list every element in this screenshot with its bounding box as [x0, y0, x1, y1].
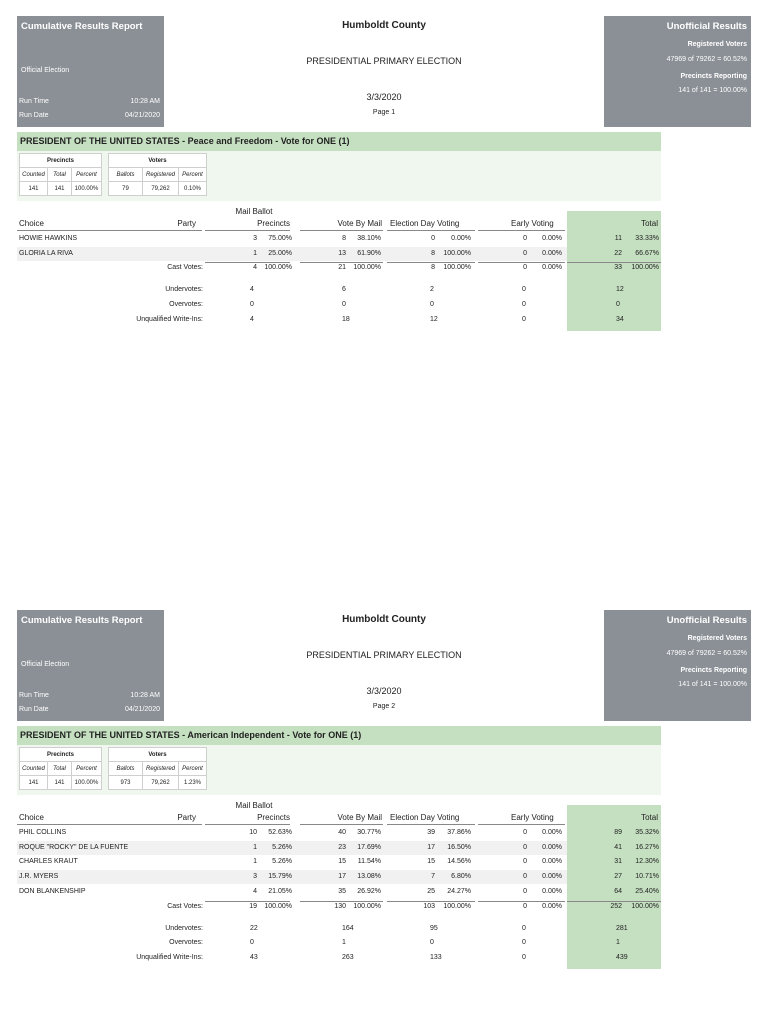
value-ed: 25 — [427, 887, 435, 895]
percent-edp: 16.50% — [447, 843, 471, 851]
election-date: 3/3/2020 — [366, 686, 402, 696]
percent-evp: 0.00% — [542, 829, 562, 836]
value-ev: 0 — [523, 235, 527, 242]
column-header-election-day: Election Day Voting — [390, 813, 460, 822]
percent-tp: 66.67% — [635, 249, 659, 257]
value-ed: 8 — [431, 264, 435, 272]
extra-label: Undervotes: — [165, 924, 203, 932]
run-date-label: Run Date — [19, 112, 49, 119]
extra-value-ev: 0 — [522, 315, 526, 323]
cast-rule — [300, 901, 383, 902]
column-header-choice: Choice — [19, 219, 44, 228]
precincts-summary-table — [19, 747, 102, 790]
cast-rule — [478, 901, 565, 902]
value-vbm: 21 — [338, 264, 346, 272]
extra-value-mb: 0 — [250, 301, 254, 309]
extra-value-ed: 95 — [430, 924, 438, 932]
column-header-election-day: Election Day Voting — [390, 219, 460, 228]
extra-value-mb: 4 — [250, 315, 254, 323]
summary-col-label: Counted — [20, 762, 48, 776]
precincts-summary-table-header: Precincts — [20, 154, 102, 168]
value-ed: 39 — [427, 829, 435, 836]
row-stripe — [17, 247, 567, 261]
percent-vbmp: 38.10% — [357, 235, 381, 242]
percent-vbmp: 100.00% — [353, 264, 381, 272]
summary-col-label: Registered — [143, 168, 179, 182]
header-rule — [387, 230, 475, 231]
column-header-mail-ballot-line1: Mail Ballot — [235, 801, 273, 810]
report-header-right — [604, 16, 751, 127]
row-stripe — [17, 870, 567, 884]
percent-mbp: 5.26% — [272, 843, 292, 851]
percent-vbmp: 11.54% — [357, 858, 381, 866]
column-header-total: Total — [641, 219, 658, 228]
column-header-early-voting: Early Voting — [511, 813, 554, 822]
value-mb: 3 — [253, 235, 257, 242]
page-number: Page 2 — [372, 703, 396, 710]
percent-vbmp: 26.92% — [357, 887, 381, 895]
column-header-vote-by-mail: Vote By Mail — [337, 813, 382, 822]
extra-value-vbm: 1 — [342, 939, 346, 947]
extra-value-vbm: 18 — [342, 315, 350, 323]
header-rule — [205, 824, 290, 825]
cast-rule — [567, 901, 661, 902]
cast-rule — [387, 262, 475, 263]
registered-voters-value: 47969 of 79262 = 60.52% — [666, 650, 747, 657]
precincts-reporting-value: 141 of 141 = 100.00% — [678, 681, 747, 688]
value-ed: 7 — [431, 873, 435, 881]
value-t: 11 — [614, 235, 622, 242]
percent-evp: 0.00% — [542, 873, 562, 881]
value-mb: 1 — [253, 249, 257, 257]
summary-col-label: Percent — [72, 168, 102, 182]
value-ev: 0 — [523, 843, 527, 851]
value-t: 31 — [614, 858, 622, 866]
county-name: Humboldt County — [342, 614, 426, 625]
percent-edp: 24.27% — [447, 887, 471, 895]
column-header-party: Party — [177, 813, 196, 822]
value-ed: 103 — [423, 902, 435, 910]
report-page — [0, 0, 768, 360]
column-header-early-voting: Early Voting — [511, 219, 554, 228]
cast-rule — [205, 901, 290, 902]
summary-value: 973 — [109, 776, 143, 790]
run-date-label: Run Date — [19, 706, 49, 713]
race-title: PRESIDENT OF THE UNITED STATES - Peace and Freedom - Vote for ONE (1) — [17, 132, 661, 151]
run-time-value: 10:28 AM — [130, 692, 160, 699]
percent-edp: 100.00% — [443, 249, 471, 257]
header-rule — [387, 824, 475, 825]
value-t: 27 — [614, 873, 622, 881]
candidate-name: ROQUE "ROCKY" DE LA FUENTE — [19, 843, 129, 851]
percent-tp: 25.40% — [635, 887, 659, 895]
summary-value: 0.10% — [179, 182, 207, 196]
report-page — [0, 594, 768, 961]
extra-value-mb: 43 — [250, 953, 258, 961]
candidate-name: PHIL COLLINS — [19, 829, 67, 836]
report-header-left — [17, 16, 164, 127]
election-name: PRESIDENTIAL PRIMARY ELECTION — [306, 56, 462, 66]
voters-summary-table-header: Voters — [109, 154, 207, 168]
extra-value-ed: 2 — [430, 286, 434, 294]
header-rule — [478, 824, 565, 825]
cast-rule — [567, 262, 661, 263]
percent-evp: 0.00% — [542, 264, 562, 272]
summary-col-label: Percent — [179, 762, 207, 776]
extra-value-t: 439 — [616, 953, 628, 961]
run-date-row — [19, 706, 160, 713]
precincts-reporting-value: 141 of 141 = 100.00% — [678, 87, 747, 94]
run-date-row — [19, 112, 160, 119]
percent-tp: 35.32% — [635, 829, 659, 836]
value-ev: 0 — [523, 858, 527, 866]
value-mb: 4 — [253, 264, 257, 272]
percent-tp: 16.27% — [635, 843, 659, 851]
voters-summary-table — [108, 747, 207, 790]
precincts-summary-table — [19, 153, 102, 196]
value-t: 33 — [614, 264, 622, 272]
value-mb: 19 — [249, 902, 257, 910]
summary-value: 79,262 — [143, 776, 179, 790]
percent-tp: 100.00% — [631, 902, 659, 910]
election-name: PRESIDENTIAL PRIMARY ELECTION — [306, 650, 462, 660]
extra-label: Overvotes: — [169, 301, 203, 309]
official-election-label: Official Election — [21, 67, 70, 74]
percent-edp: 14.56% — [447, 858, 471, 866]
extra-value-vbm: 164 — [342, 924, 354, 932]
value-ev: 0 — [523, 264, 527, 272]
percent-evp: 0.00% — [542, 249, 562, 257]
extra-label: Unqualified Write-Ins: — [136, 315, 203, 323]
registered-voters-value: 47969 of 79262 = 60.52% — [666, 56, 747, 63]
percent-vbmp: 61.90% — [357, 249, 381, 257]
summary-value: 141 — [48, 776, 72, 790]
extra-value-ed: 133 — [430, 953, 442, 961]
header-rule — [205, 230, 290, 231]
extra-label: Unqualified Write-Ins: — [136, 953, 203, 961]
value-ed: 8 — [431, 249, 435, 257]
extra-value-mb: 0 — [250, 939, 254, 947]
column-header-vote-by-mail: Vote By Mail — [337, 219, 382, 228]
report-header-left — [17, 610, 164, 721]
column-header-choice: Choice — [19, 813, 44, 822]
unofficial-results-label: Unofficial Results — [666, 615, 747, 626]
voters-summary-table-header: Voters — [109, 748, 207, 762]
summary-value: 79 — [109, 182, 143, 196]
percent-evp: 0.00% — [542, 858, 562, 866]
percent-tp: 33.33% — [635, 235, 659, 242]
column-header-total: Total — [641, 813, 658, 822]
extra-value-t: 281 — [616, 924, 628, 932]
summary-value: 141 — [20, 776, 48, 790]
extra-value-ev: 0 — [522, 939, 526, 947]
value-ev: 0 — [523, 873, 527, 881]
run-date-value: 04/21/2020 — [124, 706, 160, 713]
value-ev: 0 — [523, 887, 527, 895]
summary-col-label: Ballots — [109, 762, 143, 776]
candidate-name: HOWIE HAWKINS — [19, 235, 78, 242]
value-vbm: 8 — [342, 235, 346, 242]
header-rule — [478, 230, 565, 231]
candidate-name: J.R. MYERS — [19, 873, 59, 881]
extra-label: Overvotes: — [169, 939, 203, 947]
candidate-name: GLORIA LA RIVA — [19, 249, 73, 257]
summary-col-label: Registered — [143, 762, 179, 776]
voters-summary-table — [108, 153, 207, 196]
value-ev: 0 — [523, 829, 527, 836]
summary-col-label: Percent — [179, 168, 207, 182]
extra-value-mb: 4 — [250, 286, 254, 294]
cast-rule — [300, 262, 383, 263]
report-title: Cumulative Results Report — [21, 615, 143, 626]
percent-vbmp: 13.08% — [357, 873, 381, 881]
unofficial-results-label: Unofficial Results — [666, 21, 747, 32]
precincts-summary-table-header: Precincts — [20, 748, 102, 762]
percent-evp: 0.00% — [542, 235, 562, 242]
extra-value-ev: 0 — [522, 301, 526, 309]
registered-voters-label: Registered Voters — [687, 635, 747, 642]
header-rule — [17, 824, 202, 825]
value-vbm: 13 — [338, 249, 346, 257]
percent-mbp: 75.00% — [268, 235, 292, 242]
race-title: PRESIDENT OF THE UNITED STATES - American Independent - Vote for ONE (1) — [17, 726, 661, 745]
value-ed: 0 — [431, 235, 435, 242]
run-time-label: Run Time — [19, 98, 49, 105]
column-header-mail-ballot-line2: Precincts — [257, 813, 290, 822]
summary-col-label: Total — [48, 168, 72, 182]
percent-tp: 10.71% — [635, 873, 659, 881]
percent-edp: 100.00% — [443, 902, 471, 910]
percent-vbmp: 17.69% — [357, 843, 381, 851]
value-t: 41 — [614, 843, 622, 851]
percent-mbp: 52.63% — [268, 829, 292, 836]
percent-mbp: 100.00% — [264, 902, 292, 910]
cast-votes-label: Cast Votes: — [167, 264, 203, 272]
value-t: 22 — [614, 249, 622, 257]
report-title: Cumulative Results Report — [21, 21, 143, 32]
official-election-label: Official Election — [21, 661, 70, 668]
value-t: 89 — [614, 829, 622, 836]
value-vbm: 40 — [338, 829, 346, 836]
summary-value: 79,262 — [143, 182, 179, 196]
column-header-mail-ballot-line1: Mail Ballot — [235, 207, 273, 216]
extra-value-t: 0 — [616, 301, 620, 309]
percent-evp: 0.00% — [542, 843, 562, 851]
extra-value-ed: 12 — [430, 315, 438, 323]
summary-value: 100.00% — [72, 776, 102, 790]
report-header-right — [604, 610, 751, 721]
county-name: Humboldt County — [342, 20, 426, 31]
value-vbm: 17 — [338, 873, 346, 881]
summary-value: 1.23% — [179, 776, 207, 790]
header-rule — [300, 230, 383, 231]
extra-value-t: 12 — [616, 286, 624, 294]
value-vbm: 23 — [338, 843, 346, 851]
percent-mbp: 15.79% — [268, 873, 292, 881]
extra-value-vbm: 0 — [342, 301, 346, 309]
header-rule — [300, 824, 383, 825]
summary-value: 141 — [20, 182, 48, 196]
value-vbm: 35 — [338, 887, 346, 895]
candidate-name: CHARLES KRAUT — [19, 858, 78, 866]
run-time-label: Run Time — [19, 692, 49, 699]
run-time-value: 10:28 AM — [130, 98, 160, 105]
value-mb: 10 — [249, 829, 257, 836]
cast-rule — [478, 262, 565, 263]
run-date-value: 04/21/2020 — [124, 112, 160, 119]
value-ev: 0 — [523, 249, 527, 257]
summary-value: 100.00% — [72, 182, 102, 196]
percent-tp: 100.00% — [631, 264, 659, 272]
extra-value-t: 34 — [616, 315, 624, 323]
value-vbm: 15 — [338, 858, 346, 866]
percent-edp: 0.00% — [451, 235, 471, 242]
value-ed: 15 — [427, 858, 435, 866]
percent-vbmp: 100.00% — [353, 902, 381, 910]
election-date: 3/3/2020 — [366, 92, 402, 102]
value-mb: 1 — [253, 858, 257, 866]
cast-votes-label: Cast Votes: — [167, 902, 203, 910]
header-rule — [17, 230, 202, 231]
run-time-row — [19, 692, 160, 699]
extra-value-ed: 0 — [430, 301, 434, 309]
run-time-row — [19, 98, 160, 105]
percent-edp: 100.00% — [443, 264, 471, 272]
extra-label: Undervotes: — [165, 286, 203, 294]
percent-edp: 37.86% — [447, 829, 471, 836]
cast-rule — [205, 262, 290, 263]
summary-col-label: Ballots — [109, 168, 143, 182]
precincts-reporting-label: Precincts Reporting — [680, 73, 747, 80]
value-mb: 3 — [253, 873, 257, 881]
extra-value-vbm: 6 — [342, 286, 346, 294]
extra-value-t: 1 — [616, 939, 620, 947]
summary-col-label: Percent — [72, 762, 102, 776]
value-ev: 0 — [523, 902, 527, 910]
value-vbm: 130 — [334, 902, 346, 910]
extra-value-ev: 0 — [522, 286, 526, 294]
extra-value-vbm: 263 — [342, 953, 354, 961]
page-number: Page 1 — [372, 109, 396, 116]
value-mb: 4 — [253, 887, 257, 895]
precincts-reporting-label: Precincts Reporting — [680, 667, 747, 674]
percent-vbmp: 30.77% — [357, 829, 381, 836]
value-mb: 1 — [253, 843, 257, 851]
summary-value: 141 — [48, 182, 72, 196]
extra-value-ed: 0 — [430, 939, 434, 947]
percent-mbp: 100.00% — [264, 264, 292, 272]
column-header-mail-ballot-line2: Precincts — [257, 219, 290, 228]
percent-edp: 6.80% — [451, 873, 471, 881]
value-t: 64 — [614, 887, 622, 895]
extra-value-mb: 22 — [250, 924, 258, 932]
value-t: 252 — [610, 902, 622, 910]
summary-col-label: Total — [48, 762, 72, 776]
percent-mbp: 25.00% — [268, 249, 292, 257]
extra-value-ev: 0 — [522, 953, 526, 961]
column-header-party: Party — [177, 219, 196, 228]
extra-value-ev: 0 — [522, 924, 526, 932]
registered-voters-label: Registered Voters — [687, 41, 747, 48]
percent-tp: 12.30% — [635, 858, 659, 866]
summary-col-label: Counted — [20, 168, 48, 182]
value-ed: 17 — [427, 843, 435, 851]
cast-rule — [387, 901, 475, 902]
percent-evp: 0.00% — [542, 887, 562, 895]
percent-mbp: 5.26% — [272, 858, 292, 866]
candidate-name: DON BLANKENSHIP — [19, 887, 86, 895]
percent-evp: 0.00% — [542, 902, 562, 910]
percent-mbp: 21.05% — [268, 887, 292, 895]
